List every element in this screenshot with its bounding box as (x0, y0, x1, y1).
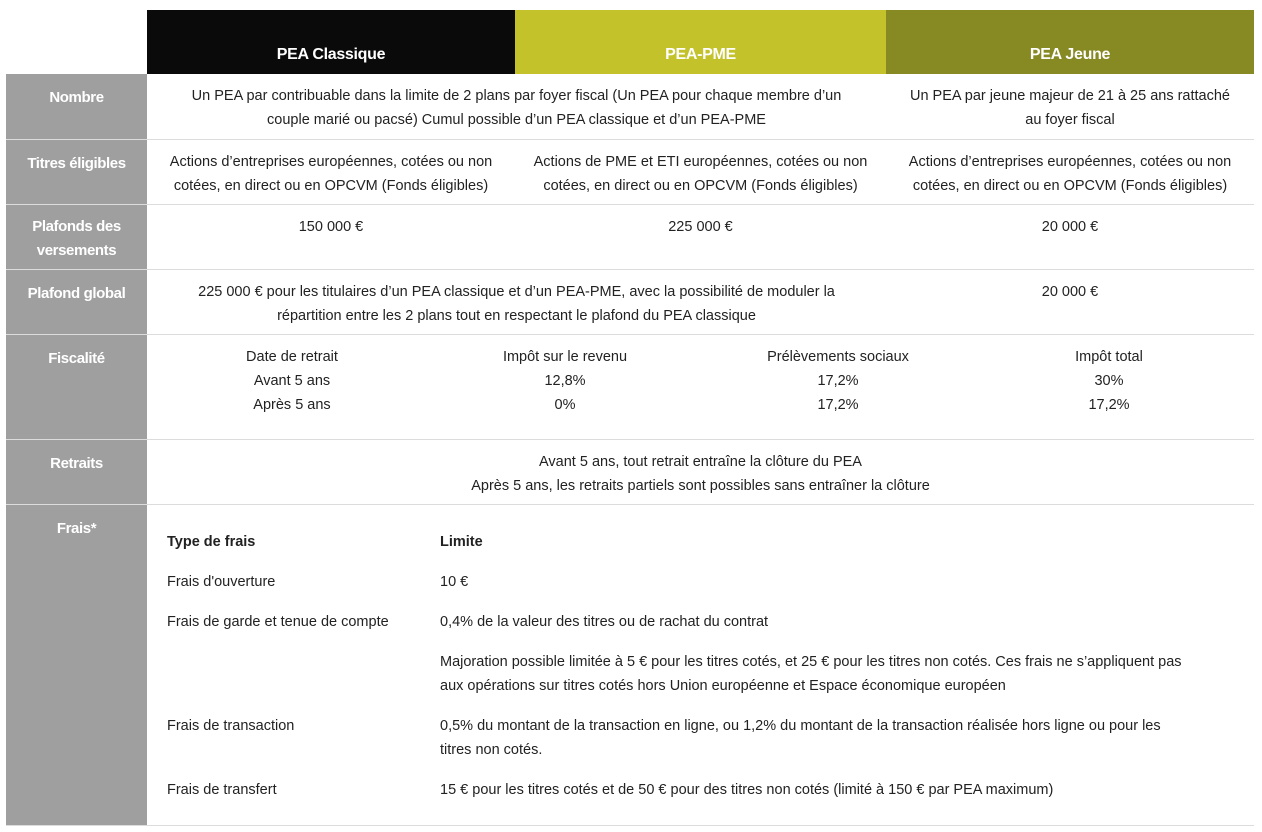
frais-value (440, 714, 1254, 762)
text-line: cotées, en direct ou en OPCVM (Fonds éligibles) (912, 178, 1228, 194)
fisc-cell: 17,2% (1088, 397, 1130, 413)
text-line: couple marié ou pacsé) Cumul possible d’un PEA classique et d’un PEA-PME (267, 112, 766, 128)
frais-row-majoration (167, 650, 1254, 698)
frais-header-row (167, 530, 1254, 554)
fisc-cell: 17,2% (817, 397, 859, 413)
fisc-cell: 30% (1094, 373, 1124, 389)
frais-row-transfert (167, 778, 1254, 802)
row-titres (6, 140, 1254, 205)
cell-retraits (147, 440, 1254, 504)
row-plafond-global (6, 270, 1254, 335)
text-line: Après 5 ans, les retraits partiels sont possibles sans entraîner la clôture (471, 478, 930, 494)
row-label-frais: Frais* (6, 505, 147, 825)
row-fiscalite (6, 335, 1254, 440)
frais-value: 15 € pour les titres cotés et de 50 € pour des titres non cotés (limité à 150 € par PEA maximum) (440, 782, 1054, 798)
header-pea-pme: PEA-PME (515, 10, 886, 74)
text-line: Un PEA par jeune majeur de 21 à 25 ans rattaché (909, 88, 1230, 104)
cell-plafonds-pme: 225 000 € (668, 219, 733, 235)
cell-plafonds-classique: 150 000 € (298, 219, 364, 235)
text-line: 225 000 € pour les titulaires d’un PEA classique et d’un PEA-PME, avec la possibilité de moduler la (198, 284, 835, 300)
row-retraits (6, 440, 1254, 505)
header-pea-jeune: PEA Jeune (886, 10, 1254, 74)
frais-key: Frais de transfert (167, 782, 277, 798)
header-pea-classique: PEA Classique (147, 10, 515, 74)
cell-nombre-jeune (886, 74, 1254, 139)
row-frais (6, 505, 1254, 826)
label-line: versements (36, 242, 117, 259)
text-line: Un PEA par contribuable dans la limite de 2 plans par foyer fiscal (Un PEA pour chaque membre d’un (191, 88, 842, 104)
frais-table (147, 505, 1254, 825)
table-header (147, 10, 1254, 74)
cell-titres-classique (147, 140, 515, 204)
text-line: titres non cotés. (440, 742, 543, 758)
text-line: répartition entre les 2 plans tout en respectant le plafond du PEA classique (277, 308, 756, 324)
frais-row-ouverture (167, 570, 1254, 594)
frais-value: 10 € (440, 574, 469, 590)
text-line: Actions d’entreprises européennes, cotées ou non (908, 154, 1232, 170)
text-line: Avant 5 ans, tout retrait entraîne la clôture du PEA (539, 454, 862, 470)
fisc-cell: Avant 5 ans (253, 373, 331, 389)
fisc-header: Impôt total (1075, 349, 1143, 365)
row-label-nombre: Nombre (6, 74, 147, 139)
fisc-header: Prélèvements sociaux (767, 349, 909, 365)
fisc-cell: 0% (554, 397, 576, 413)
text-line: au foyer fiscal (1025, 112, 1115, 128)
fisc-col-impot-total (983, 335, 1235, 439)
text-line: Actions d’entreprises européennes, cotées ou non (169, 154, 493, 170)
text-line: aux opérations sur titres cotés hors Union européenne et Espace économique européen (440, 678, 1006, 694)
fisc-col-date (147, 335, 437, 439)
label-line: Plafonds des (32, 218, 121, 235)
cell-plafonds-jeune: 20 000 € (1041, 219, 1099, 235)
frais-row-garde (167, 610, 1254, 634)
frais-key-empty (167, 650, 440, 698)
text-line: Actions de PME et ETI européennes, cotées ou non (533, 154, 868, 170)
fisc-header: Date de retrait (246, 349, 338, 365)
text-line: cotées, en direct ou en OPCVM (Fonds éligibles) (173, 178, 489, 194)
row-plafonds (6, 205, 1254, 270)
cell-global-jeune: 20 000 € (1041, 284, 1099, 300)
cell-titres-pme (515, 140, 886, 204)
row-label-plafond-global: Plafond global (6, 270, 147, 334)
text-line: 0,5% du montant de la transaction en ligne, ou 1,2% du montant de la transaction réalisée hors ligne ou pour les (440, 718, 1161, 734)
text-line: Majoration possible limitée à 5 € pour les titres cotés, et 25 € pour les titres non cotés. Ces frais ne s’appliquent pas (440, 654, 1182, 670)
row-label-fiscalite: Fiscalité (6, 335, 147, 439)
fisc-cell: Après 5 ans (253, 397, 331, 413)
comparison-table (6, 74, 1254, 826)
fisc-header: Impôt sur le revenu (502, 349, 628, 365)
frais-key: Frais de transaction (167, 718, 295, 734)
frais-value: 0,4% de la valeur des titres ou de rachat du contrat (440, 614, 769, 630)
frais-col-limite: Limite (440, 534, 483, 550)
row-nombre (6, 74, 1254, 140)
frais-row-transaction (167, 714, 1254, 762)
frais-value (440, 650, 1254, 698)
frais-key: Frais de garde et tenue de compte (167, 614, 389, 630)
cell-global-shared (147, 270, 886, 334)
fisc-col-prelevements (693, 335, 983, 439)
frais-key: Frais d'ouverture (167, 574, 276, 590)
fiscalite-table (147, 335, 1254, 439)
frais-col-type: Type de frais (167, 534, 256, 550)
text-line: cotées, en direct ou en OPCVM (Fonds éligibles) (543, 178, 858, 194)
cell-nombre-shared (147, 74, 886, 139)
fisc-cell: 12,8% (544, 373, 586, 389)
cell-titres-jeune (886, 140, 1254, 204)
row-label-titres: Titres éligibles (6, 140, 147, 204)
fisc-col-impot-revenu (437, 335, 693, 439)
row-label-retraits: Retraits (6, 440, 147, 504)
fisc-cell: 17,2% (817, 373, 859, 389)
row-label-plafonds (6, 205, 147, 269)
